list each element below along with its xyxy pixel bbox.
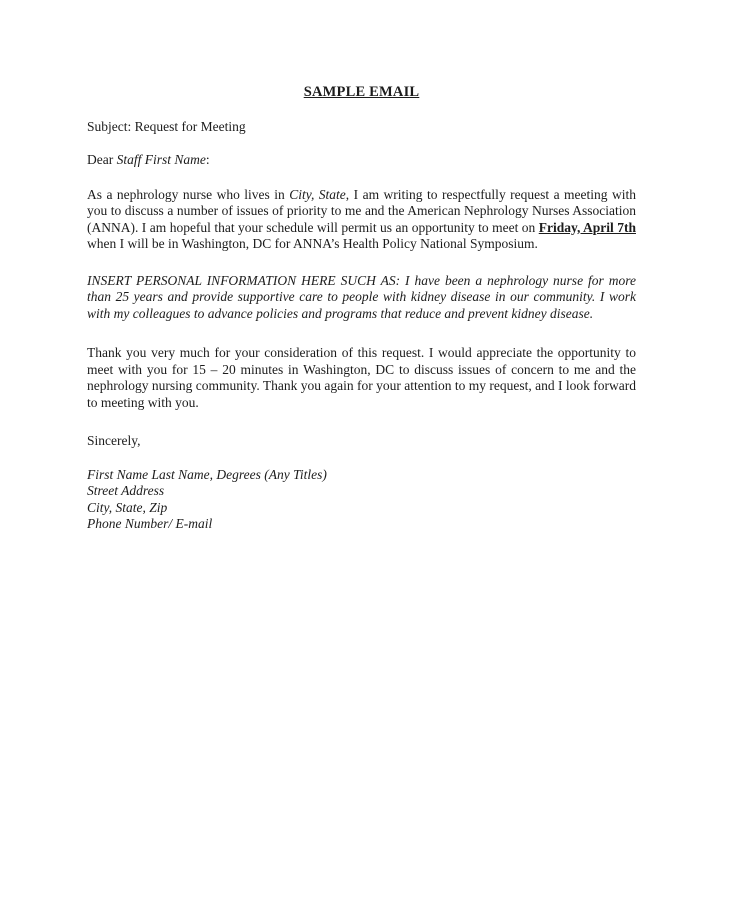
location-placeholder: City, State (289, 186, 346, 202)
recipient-name-placeholder: Staff First Name (116, 152, 206, 167)
meeting-date: Friday, April 7th (538, 219, 636, 235)
intro-text-3: when I will be in Washington, DC for ANNA’s Health Policy National Symposium. (87, 236, 538, 251)
signature-line-name: First Name Last Name, Degrees (Any Titles) (87, 466, 327, 482)
paragraph-closing-request: Thank you very much for your consideration of this request. I would appreciate the opportunity to meet with you for 15 – 20 minutes in Washington, DC to discuss issues of concern to me and the nephrology nursing community. Thank you again for your attention to my request, and I look forward to meeting with you. (87, 345, 636, 410)
paragraph-personal-info: INSERT PERSONAL INFORMATION HERE SUCH AS: I have been a nephrology nurse for more than 25 years and provide supportive care to people with kidney disease in our community. I work with my colleagues to advance policies and programs that reduce and prevent kidney disease. (87, 272, 636, 321)
intro-text-2: , I am writing to respectfully request a meeting with you to discuss a number of issues of priority to me and the American Nephrology Nurses Association (ANNA). I am hopeful that your schedule will permit us an opportunity to meet on (87, 186, 636, 235)
intro-text-1: As a nephrology nurse who lives in (87, 186, 290, 202)
signature-line-street: Street Address (87, 483, 165, 498)
paragraph-intro (87, 187, 636, 253)
signature-line-contact: Phone Number/ E-mail (87, 516, 213, 531)
signature-block (87, 467, 636, 533)
signature-line-city: City, State, Zip (87, 499, 168, 515)
document-title: SAMPLE EMAIL (303, 84, 420, 100)
salutation-colon: : (205, 152, 210, 167)
closing-salutation: Sincerely, (87, 433, 141, 448)
salutation (87, 152, 636, 169)
salutation-prefix: Dear (87, 152, 117, 167)
subject-line: Subject: Request for Meeting (87, 118, 246, 134)
